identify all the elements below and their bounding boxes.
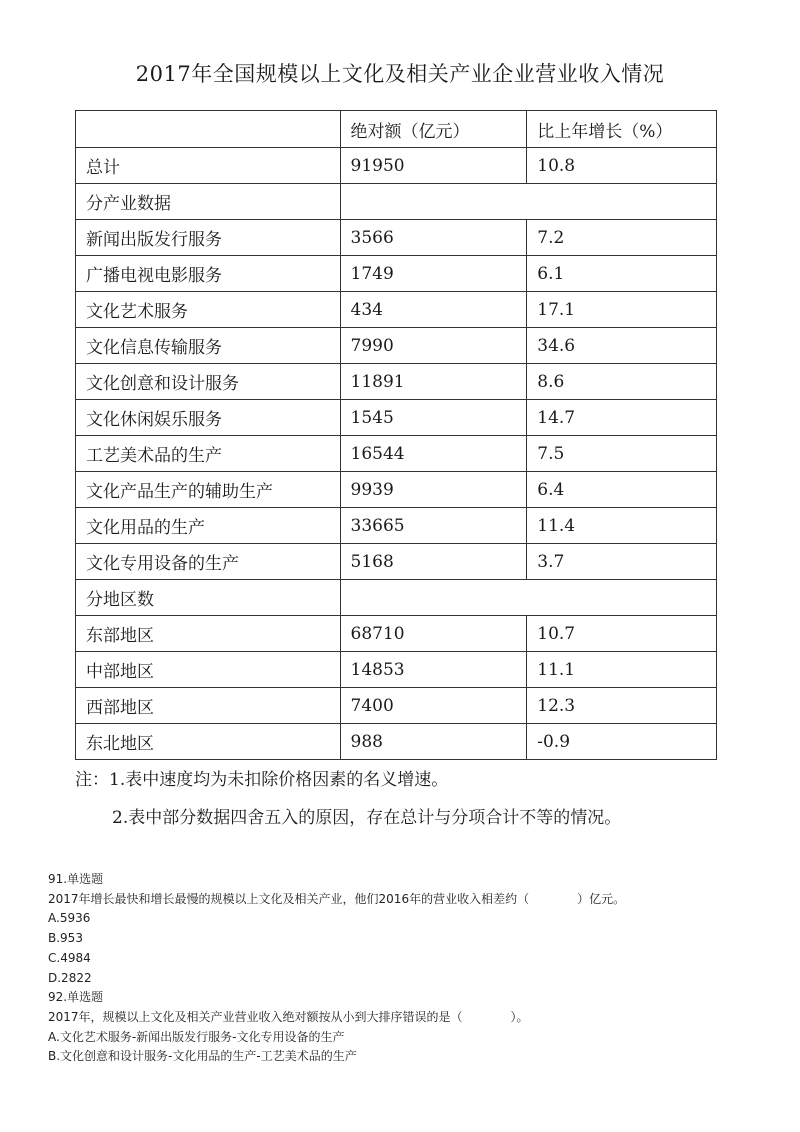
table-row [76, 544, 717, 580]
row-growth: 6.1 [527, 256, 717, 292]
row-growth: 10.8 [527, 148, 717, 184]
table-row [76, 616, 717, 652]
revenue-table [75, 110, 717, 760]
section-row-region [76, 580, 717, 616]
row-growth: 12.3 [527, 688, 717, 724]
question-91-stem-end: ）亿元。 [577, 891, 626, 906]
header-cell-amount: 绝对额（亿元） [340, 111, 527, 148]
row-growth: 7.5 [527, 436, 717, 472]
row-amount: 434 [340, 292, 527, 328]
table-row [76, 328, 717, 364]
question-92-stem-end: ）。 [510, 1009, 529, 1024]
table-row [76, 472, 717, 508]
table-row [76, 364, 717, 400]
header-cell-category [76, 111, 341, 148]
row-growth: 6.4 [527, 472, 717, 508]
header-cell-growth: 比上年增长（%） [527, 111, 717, 148]
row-growth: 11.4 [527, 508, 717, 544]
row-amount: 988 [340, 724, 527, 760]
table-row [76, 256, 717, 292]
row-growth: 14.7 [527, 400, 717, 436]
section-empty-cell [340, 580, 717, 616]
section-empty-cell [340, 184, 717, 220]
row-label: 文化用品的生产 [76, 508, 341, 544]
row-growth: 17.1 [527, 292, 717, 328]
note-1: 注：1.表中速度均为未扣除价格因素的名义增速。 [75, 770, 449, 790]
question-section [48, 870, 768, 1067]
question-91-option-a[interactable]: A.5936 [48, 911, 91, 926]
row-amount: 14853 [340, 652, 527, 688]
row-growth: 11.1 [527, 652, 717, 688]
row-amount: 33665 [340, 508, 527, 544]
table-notes [75, 770, 621, 828]
question-91-header: 91.单选题 [48, 872, 104, 886]
row-amount: 7990 [340, 328, 527, 364]
table-row [76, 724, 717, 760]
row-growth: 10.7 [527, 616, 717, 652]
section-row-industry [76, 184, 717, 220]
table-row [76, 688, 717, 724]
table-title: 2017年全国规模以上文化及相关产业企业营业收入情况 [135, 62, 665, 86]
row-amount: 5168 [340, 544, 527, 580]
table-header-row [76, 111, 717, 148]
row-label: 中部地区 [76, 652, 341, 688]
row-amount: 1749 [340, 256, 527, 292]
table-row [76, 436, 717, 472]
section-label: 分地区数 [76, 580, 341, 616]
row-amount: 3566 [340, 220, 527, 256]
row-growth: 34.6 [527, 328, 717, 364]
question-92-option-b[interactable]: B.文化创意和设计服务-文化用品的生产-工艺美术品的生产 [48, 1049, 357, 1064]
table-row [76, 652, 717, 688]
table-row [76, 508, 717, 544]
row-amount: 16544 [340, 436, 527, 472]
row-amount: 91950 [340, 148, 527, 184]
row-amount: 9939 [340, 472, 527, 508]
row-growth: 3.7 [527, 544, 717, 580]
question-92-stem [48, 1008, 768, 1028]
question-91-option-d[interactable]: D.2822 [48, 970, 92, 985]
row-label: 西部地区 [76, 688, 341, 724]
question-91-option-c[interactable]: C.4984 [48, 950, 91, 965]
question-91-stem-text: 2017年增长最快和增长最慢的规模以上文化及相关产业，他们2016年的营业收入相差约（ [48, 891, 530, 906]
row-label: 新闻出版发行服务 [76, 220, 341, 256]
row-label: 东部地区 [76, 616, 341, 652]
row-growth: -0.9 [527, 724, 717, 760]
question-91-stem [48, 890, 768, 910]
row-amount: 11891 [340, 364, 527, 400]
row-label: 文化专用设备的生产 [76, 544, 341, 580]
row-label: 广播电视电影服务 [76, 256, 341, 292]
row-growth: 8.6 [527, 364, 717, 400]
note-2: 2.表中部分数据四舍五入的原因，存在总计与分项合计不等的情况。 [112, 808, 622, 828]
row-growth: 7.2 [527, 220, 717, 256]
row-label: 文化休闲娱乐服务 [76, 400, 341, 436]
row-amount: 1545 [340, 400, 527, 436]
question-91-option-b[interactable]: B.953 [48, 931, 83, 946]
row-amount: 7400 [340, 688, 527, 724]
table-row [76, 292, 717, 328]
row-label: 文化信息传输服务 [76, 328, 341, 364]
question-92-option-a[interactable]: A.文化艺术服务-新闻出版发行服务-文化专用设备的生产 [48, 1029, 345, 1044]
question-92-header: 92.单选题 [48, 990, 104, 1005]
section-label: 分产业数据 [76, 184, 341, 220]
table-row [76, 220, 717, 256]
row-label: 文化创意和设计服务 [76, 364, 341, 400]
row-label: 文化产品生产的辅助生产 [76, 472, 341, 508]
table-row-total [76, 148, 717, 184]
row-label: 文化艺术服务 [76, 292, 341, 328]
row-label: 工艺美术品的生产 [76, 436, 341, 472]
row-label: 东北地区 [76, 724, 341, 760]
question-92-stem-text: 2017年，规模以上文化及相关产业营业收入绝对额按从小到大排序错误的是（ [48, 1009, 463, 1024]
table-row [76, 400, 717, 436]
row-amount: 68710 [340, 616, 527, 652]
row-label: 总计 [76, 148, 341, 184]
